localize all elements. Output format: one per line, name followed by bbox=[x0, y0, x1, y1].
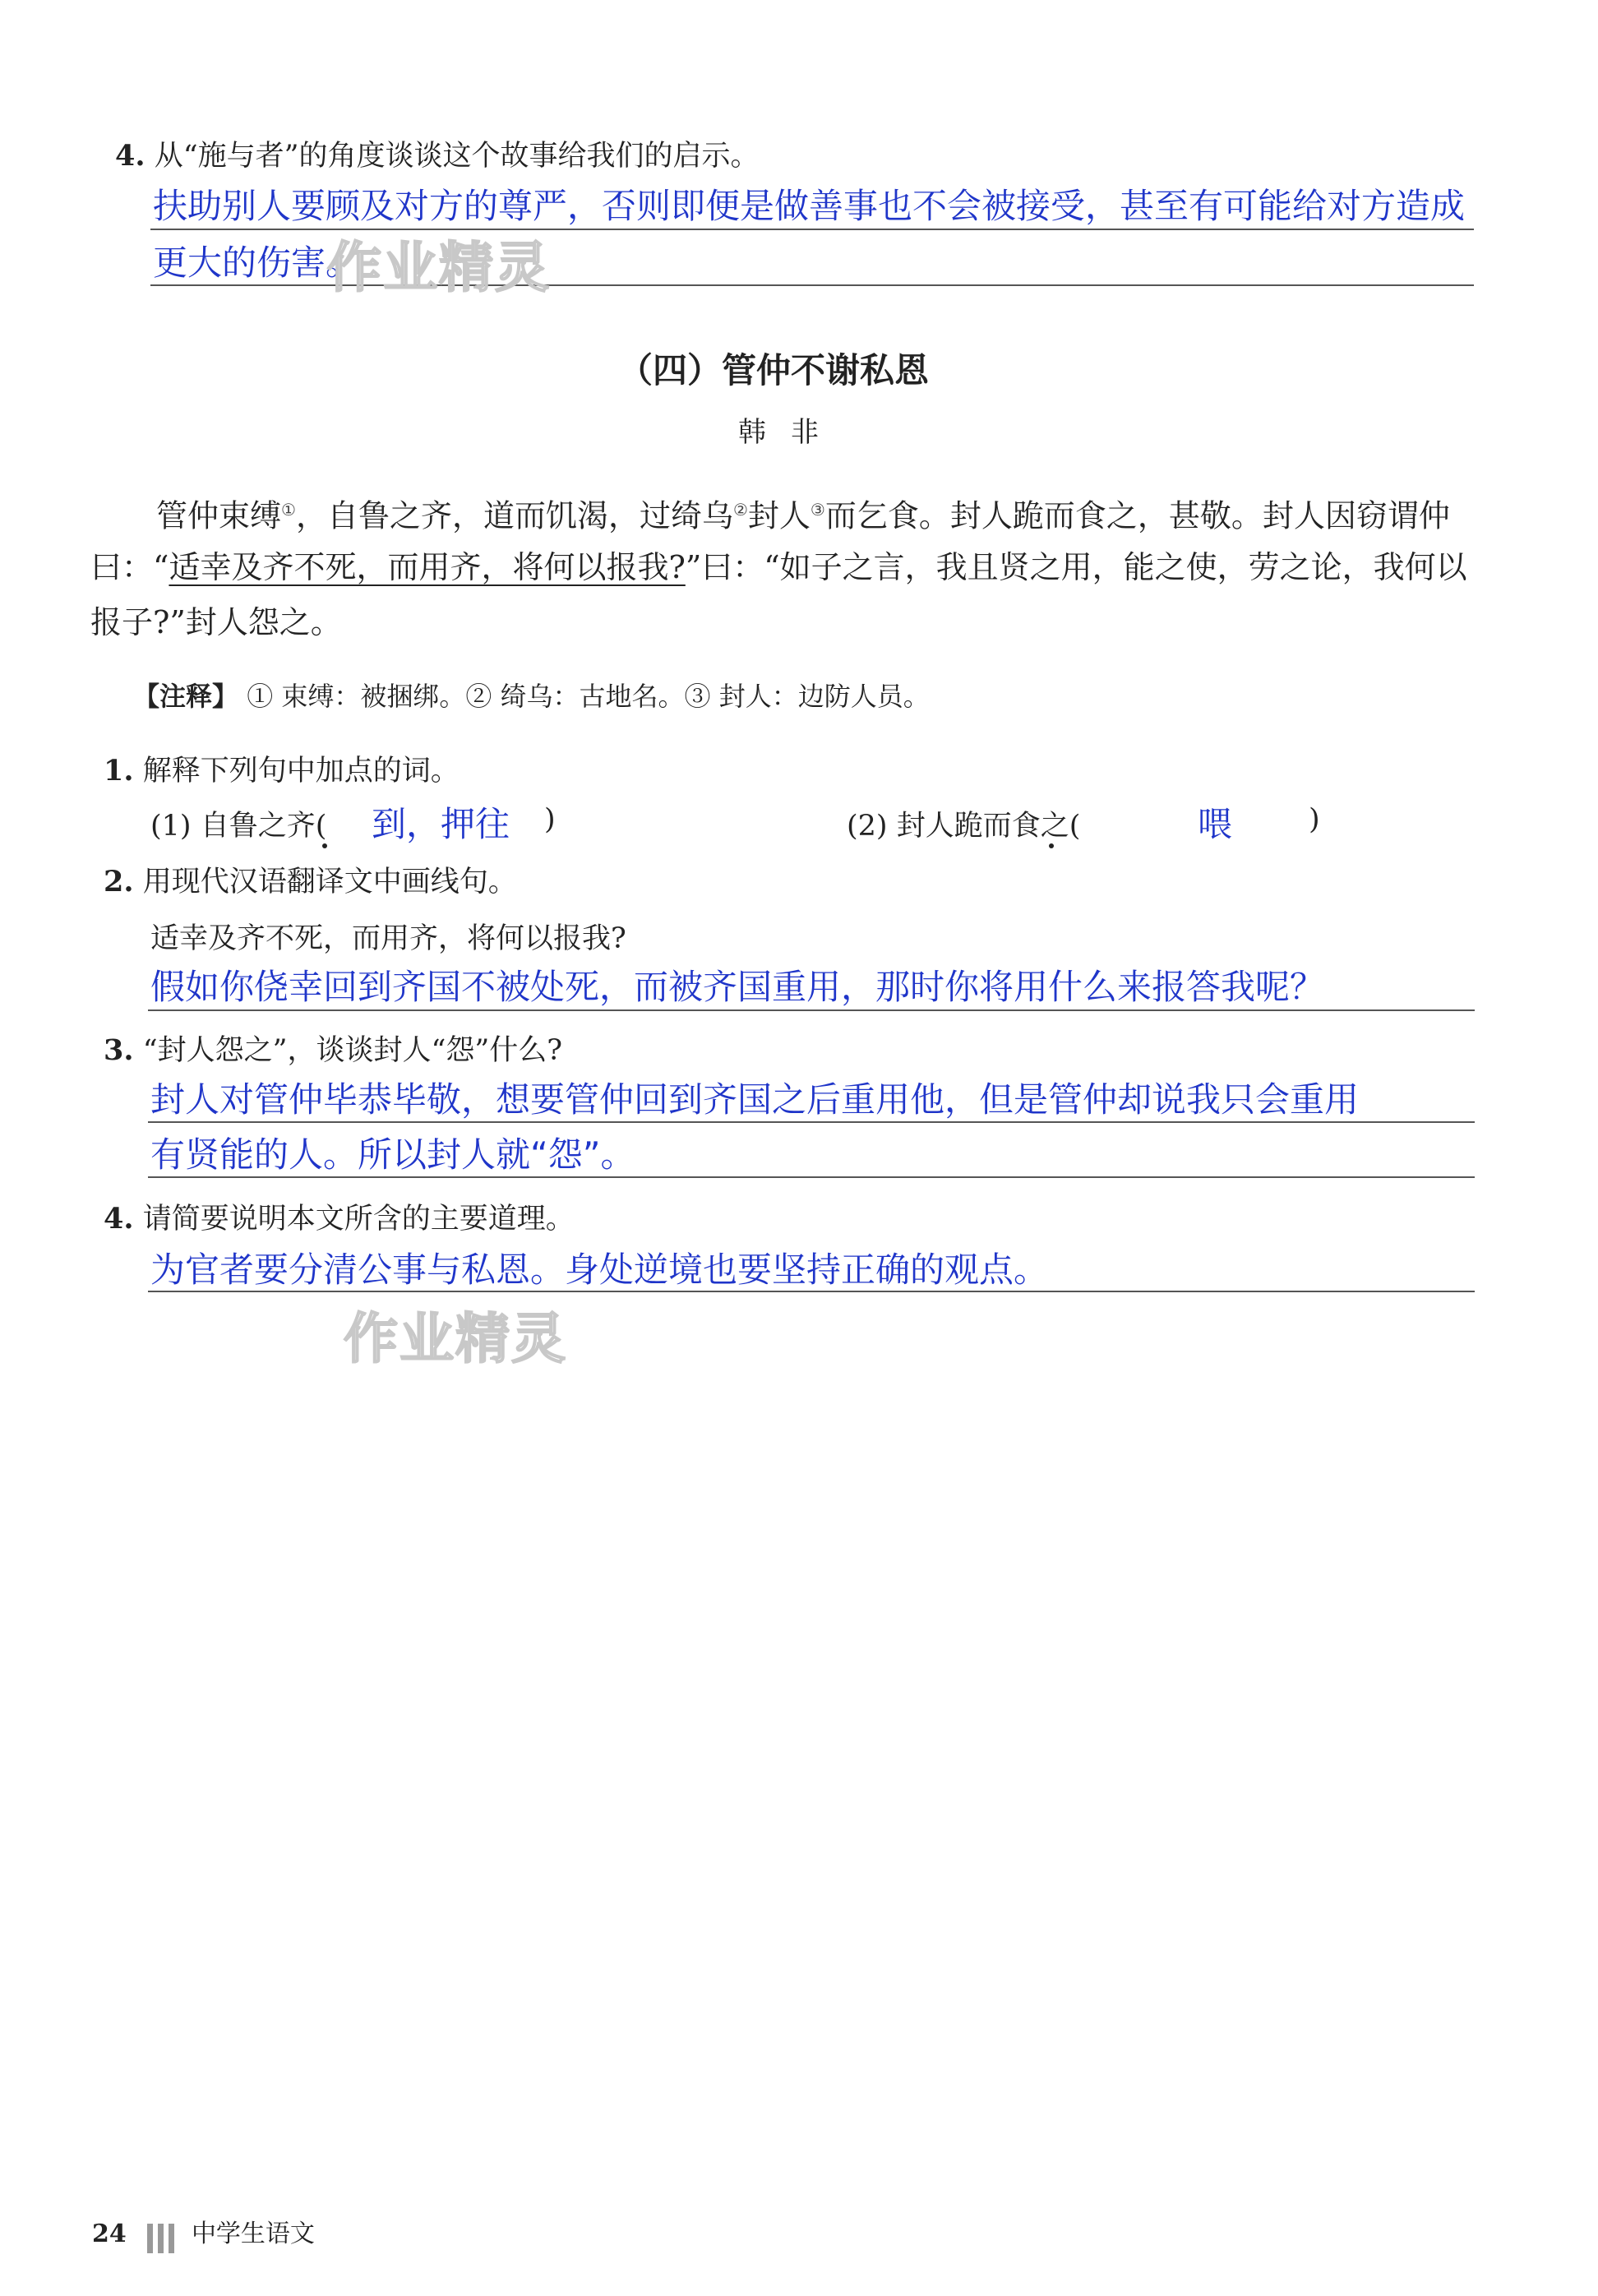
q4-prompt bbox=[104, 1196, 575, 1237]
q3-prompt bbox=[104, 1028, 562, 1069]
question-text: 从“施与者”的角度谈谈这个故事给我们的启示。 bbox=[154, 140, 760, 173]
question-text: 请简要说明本文所含的主要道理。 bbox=[142, 1203, 575, 1236]
q1-prompt bbox=[104, 748, 460, 789]
footer-bars-decoration bbox=[147, 2229, 179, 2245]
passage-line-1: 管仲束缚①，自鲁之齐，道而饥渴，过绮乌②封人③而乞食。封人跪而食之，甚敬。封人因窃谓仲 bbox=[156, 497, 1450, 534]
answer-rule bbox=[148, 1291, 1475, 1292]
answer-rule bbox=[148, 1121, 1475, 1123]
note-label: 【注释】 bbox=[133, 681, 239, 712]
page-number: 24 bbox=[92, 2220, 127, 2248]
answer-rule bbox=[148, 1176, 1475, 1178]
q1-item-2-close: ) bbox=[1309, 803, 1320, 836]
footnote-mark: ② bbox=[732, 500, 748, 520]
watermark: 作业精灵 bbox=[327, 236, 551, 299]
passage-author: 韩非 bbox=[738, 416, 843, 449]
q2-sentence: 适幸及齐不死，而用齐，将何以报我? bbox=[150, 922, 626, 955]
q3-answer-line1: 封人对管仲毕恭毕敬，想要管仲回到齐国之后重用他，但是管仲却说我只会重用 bbox=[150, 1079, 1360, 1120]
underlined-sentence: 适幸及齐不死，而用齐，将何以报我? bbox=[169, 549, 686, 585]
q1-item-1-close: ) bbox=[544, 803, 556, 836]
question-number: 3. bbox=[104, 1033, 134, 1067]
question-number: 1. bbox=[104, 754, 134, 788]
emphasis-dot bbox=[322, 843, 327, 848]
passage-title: （四）管仲不谢私恩 bbox=[618, 350, 930, 390]
question-number: 4. bbox=[115, 139, 145, 173]
question-number: 2. bbox=[104, 865, 134, 899]
question-text: 解释下列句中加点的词。 bbox=[142, 755, 460, 788]
passage-line-3: 报子?”封人怨之。 bbox=[90, 604, 342, 640]
book-title: 中学生语文 bbox=[191, 2220, 315, 2248]
q2-answer: 假如你侥幸回到齐国不被处死，而被齐国重用，那时你将用什么来报答我呢？ bbox=[150, 967, 1325, 1007]
question-number: 4. bbox=[104, 1202, 134, 1236]
footnote-mark: ① bbox=[281, 500, 296, 520]
q1-item-2-answer: 喂 bbox=[1198, 804, 1233, 844]
page-footer bbox=[92, 2213, 315, 2253]
question-text: 用现代汉语翻译文中画线句。 bbox=[142, 866, 517, 899]
q4-answer: 为官者要分清公事与私恩。身处逆境也要坚持正确的观点。 bbox=[150, 1250, 1049, 1290]
prev-q4-answer-line1: 扶助别人要顾及对方的尊严，否则即便是做善事也不会被接受，甚至有可能给对方造成 bbox=[153, 186, 1466, 226]
prev-q4-answer-line2: 更大的伤害。 bbox=[153, 243, 361, 283]
q1-item-2: (2) 封人跪而食之( bbox=[847, 810, 1081, 843]
q1-item-1-answer: 到，押往 bbox=[372, 804, 510, 844]
footnote-mark: ③ bbox=[810, 500, 825, 520]
q2-prompt bbox=[104, 859, 517, 900]
note-text: ① 束缚：被捆绑。② 绮乌：古地名。③ 封人：边防人员。 bbox=[247, 681, 930, 712]
emphasis-dot bbox=[1049, 843, 1054, 848]
answer-rule bbox=[148, 1009, 1475, 1011]
question-text: “封人怨之”，谈谈封人“怨”什么? bbox=[142, 1034, 563, 1067]
q1-item-1: (1) 自鲁之齐( bbox=[150, 810, 327, 843]
watermark: 作业精灵 bbox=[344, 1307, 567, 1370]
prev-q4-prompt bbox=[115, 133, 759, 174]
passage-line-2: 曰：“适幸及齐不死，而用齐，将何以报我?”曰：“如子之言，我且贤之用，能之使，劳之论，我何以 bbox=[90, 549, 1467, 585]
q3-answer-line2: 有贤能的人。所以封人就“怨”。 bbox=[150, 1134, 635, 1175]
annotation-note bbox=[133, 676, 930, 714]
